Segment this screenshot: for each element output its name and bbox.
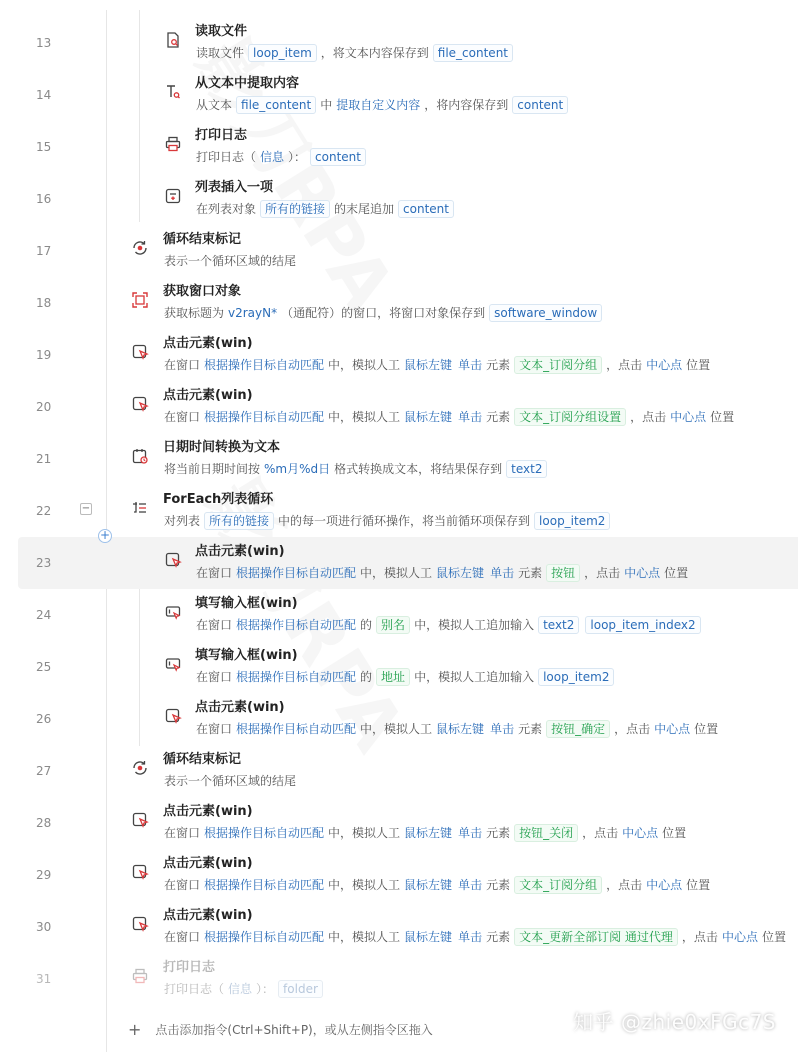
command-row[interactable] (0, 641, 798, 693)
param-link[interactable]: 鼠标左键 (404, 929, 453, 944)
command-description (163, 978, 326, 999)
command-title: 列表插入一项 (195, 180, 274, 195)
variable-tag[interactable]: file_content (236, 96, 316, 114)
command-row[interactable] (0, 745, 798, 797)
param-link[interactable]: 根据操作目标自动匹配 (236, 669, 357, 684)
command-title: 填写输入框(win) (195, 648, 298, 663)
command-title: 日期时间转换为文本 (163, 440, 281, 455)
param-link[interactable]: 中心点 (646, 357, 683, 372)
insert-step-button[interactable]: + (99, 528, 111, 542)
description-text: 在窗口 (164, 929, 201, 944)
description-text: ，点击 (606, 877, 643, 892)
command-description (163, 458, 550, 479)
param-link[interactable]: 中心点 (622, 825, 659, 840)
element-tag[interactable]: 文本_订阅分组设置 (514, 408, 626, 426)
variable-tag[interactable]: file_content (433, 44, 513, 62)
collapse-toggle-button[interactable]: − (81, 503, 91, 514)
description-text: 位置 (694, 721, 719, 736)
description-text: 元素 (486, 357, 511, 372)
command-description (163, 302, 605, 323)
description-text: 在窗口 (196, 565, 233, 580)
description-text: ，点击 (582, 825, 619, 840)
description-text: 元素 (486, 877, 511, 892)
line-number: 31 (36, 972, 52, 986)
param-link[interactable]: 信息 (260, 149, 285, 164)
param-link[interactable]: 提取自定义内容 (336, 97, 421, 112)
foreach-icon (131, 499, 149, 517)
plus-icon: + (128, 1020, 142, 1039)
description-text: 的 (360, 617, 373, 632)
line-number: 27 (36, 764, 52, 778)
command-title: 从文本中提取内容 (195, 76, 300, 91)
loop-end-icon (131, 759, 149, 777)
command-title: 点击元素(win) (195, 544, 285, 559)
description-text: 中，模拟人工 (328, 825, 401, 840)
line-number: 26 (36, 712, 52, 726)
line-number: 28 (36, 816, 52, 830)
description-text: 对列表 (164, 513, 201, 528)
param-link[interactable]: 中心点 (670, 409, 707, 424)
param-link[interactable]: 单击 (458, 409, 483, 424)
command-row[interactable] (0, 589, 798, 641)
variable-tag[interactable]: loop_item (248, 44, 317, 62)
command-row[interactable] (0, 953, 798, 1005)
add-command-hint[interactable] (128, 1018, 433, 1042)
param-link[interactable]: 单击 (458, 357, 483, 372)
command-row[interactable] (0, 797, 798, 849)
command-row[interactable] (0, 381, 798, 433)
description-text: 将当前日期时间按 (164, 461, 261, 476)
line-number: 22 (36, 504, 52, 518)
command-description (195, 614, 704, 635)
param-link[interactable]: 鼠标左键 (404, 357, 453, 372)
description-text: 中 (320, 97, 333, 112)
click-element-icon (164, 707, 182, 725)
command-description (163, 406, 735, 427)
description-text: 元素 (486, 825, 511, 840)
command-row[interactable] (0, 329, 798, 381)
variable-tag[interactable]: text2 (538, 616, 579, 634)
line-number: 25 (36, 660, 52, 674)
command-title: 获取窗口对象 (163, 284, 242, 299)
click-element-icon (131, 343, 149, 361)
variable-tag[interactable]: folder (278, 980, 323, 998)
command-description (195, 42, 516, 63)
variable-tag[interactable]: content (512, 96, 568, 114)
param-link[interactable]: 根据操作目标自动匹配 (204, 877, 325, 892)
param-link[interactable]: 根据操作目标自动匹配 (204, 357, 325, 372)
param-link[interactable]: 单击 (490, 565, 515, 580)
description-text: 中，模拟人工 (328, 877, 401, 892)
param-link[interactable]: 鼠标左键 (404, 409, 453, 424)
click-element-icon (131, 395, 149, 413)
command-title: 打印日志 (163, 960, 216, 975)
description-text: ）： (256, 981, 275, 996)
description-text: 打印日志（ (164, 981, 225, 996)
command-row[interactable] (0, 849, 798, 901)
window-object-icon (131, 291, 149, 309)
param-link[interactable]: 中心点 (654, 721, 691, 736)
element-tag[interactable]: 别名 (376, 616, 410, 634)
description-text: 位置 (710, 409, 735, 424)
element-tag[interactable]: 文本_更新全部订阅 通过代理 (514, 928, 678, 946)
description-text: 在窗口 (164, 877, 201, 892)
variable-tag[interactable]: 所有的链接 (204, 512, 274, 530)
param-link[interactable]: 根据操作目标自动匹配 (236, 565, 357, 580)
line-number: 24 (36, 608, 52, 622)
description-text: （通配符）的窗口，将窗口对象保存到 (281, 305, 486, 320)
command-row[interactable] (18, 537, 798, 589)
printer-icon (164, 135, 182, 153)
element-tag[interactable]: 文本_订阅分组 (514, 356, 602, 374)
param-link[interactable]: 中心点 (721, 929, 758, 944)
line-number: 17 (36, 244, 52, 258)
command-title: 点击元素(win) (195, 700, 285, 715)
param-link[interactable]: 根据操作目标自动匹配 (204, 409, 325, 424)
click-element-icon (131, 811, 149, 829)
description-text: 元素 (518, 721, 543, 736)
add-command-label: 点击添加指令(Ctrl+Shift+P)，或从左侧指令区拖入 (155, 1023, 433, 1037)
description-text: ，将内容保存到 (424, 97, 509, 112)
source-watermark: 知乎 @zhie0xFGc7S (573, 1010, 776, 1034)
param-link[interactable]: 单击 (458, 929, 483, 944)
description-text: 中，模拟人工 (328, 929, 401, 944)
description-text: 在窗口 (164, 409, 201, 424)
command-row[interactable] (0, 277, 798, 329)
loop-end-icon (131, 239, 149, 257)
line-number: 15 (36, 140, 52, 154)
description-text: ，点击 (614, 721, 651, 736)
command-description (163, 822, 687, 843)
command-title: 循环结束标记 (163, 232, 242, 247)
command-title: ForEach列表循环 (163, 492, 274, 507)
line-number: 13 (36, 36, 52, 50)
param-link[interactable]: 根据操作目标自动匹配 (204, 825, 325, 840)
description-text: 中，模拟人工 (328, 357, 401, 372)
line-number: 19 (36, 348, 52, 362)
description-text: 中，模拟人工追加输入 (414, 617, 535, 632)
description-text: 表示一个循环区域的结尾 (164, 253, 297, 268)
param-link[interactable]: 中心点 (646, 877, 683, 892)
description-text: 的末尾追加 (334, 201, 395, 216)
param-link[interactable]: 单击 (490, 721, 515, 736)
line-number: 29 (36, 868, 52, 882)
command-title: 点击元素(win) (163, 908, 253, 923)
param-link[interactable]: 单击 (458, 825, 483, 840)
description-text: 在列表对象 (196, 201, 257, 216)
click-element-icon (131, 863, 149, 881)
variable-tag[interactable]: text2 (506, 460, 547, 478)
element-tag[interactable]: 按钮_确定 (546, 720, 610, 738)
variable-tag[interactable]: software_window (489, 304, 602, 322)
param-link[interactable]: 鼠标左键 (436, 721, 485, 736)
command-title: 点击元素(win) (163, 336, 253, 351)
command-row[interactable] (0, 121, 798, 173)
description-text: ）： (288, 149, 307, 164)
param-link[interactable]: 单击 (458, 877, 483, 892)
description-text: 位置 (662, 825, 687, 840)
list-insert-icon (164, 187, 182, 205)
command-row[interactable] (0, 901, 798, 953)
command-title: 打印日志 (195, 128, 248, 143)
description-text: 在窗口 (196, 617, 233, 632)
description-text: 中，模拟人工 (328, 409, 401, 424)
element-tag[interactable]: 按钮 (546, 564, 580, 582)
description-text: 元素 (486, 409, 511, 424)
click-element-icon (131, 915, 149, 933)
line-number: 21 (36, 452, 52, 466)
description-text: 位置 (686, 357, 711, 372)
description-text: 中，模拟人工 (360, 721, 433, 736)
line-number: 23 (36, 556, 52, 570)
param-link[interactable]: 根据操作目标自动匹配 (236, 721, 357, 736)
input-field-icon (164, 655, 182, 673)
click-element-icon (164, 551, 182, 569)
element-tag[interactable]: 按钮_关闭 (514, 824, 578, 842)
description-text: 在窗口 (196, 669, 233, 684)
description-text: 元素 (486, 929, 511, 944)
description-text: 中，模拟人工 (360, 565, 433, 580)
line-number: 16 (36, 192, 52, 206)
command-description (163, 874, 711, 895)
command-row[interactable] (0, 693, 798, 745)
description-text: 位置 (686, 877, 711, 892)
description-text: 获取标题为 (164, 305, 225, 320)
description-text: ，点击 (681, 929, 718, 944)
element-tag[interactable]: 文本_订阅分组 (514, 876, 602, 894)
description-text: ，将文本内容保存到 (320, 45, 429, 60)
description-text: 表示一个循环区域的结尾 (164, 773, 297, 788)
command-title: 读取文件 (195, 24, 248, 39)
command-description (163, 510, 613, 531)
command-description (195, 562, 689, 583)
command-description (163, 354, 711, 375)
param-link[interactable]: 信息 (228, 981, 253, 996)
param-link[interactable]: v2rayN* (228, 305, 278, 320)
command-description (195, 198, 457, 219)
command-description (195, 718, 719, 739)
line-number: 18 (36, 296, 52, 310)
description-text: 格式转换成文本，将结果保存到 (334, 461, 503, 476)
command-description (163, 770, 297, 791)
command-title: 循环结束标记 (163, 752, 242, 767)
description-text: 位置 (664, 565, 689, 580)
description-text: 在窗口 (164, 357, 201, 372)
param-link[interactable]: 鼠标左键 (404, 825, 453, 840)
param-link[interactable]: 中心点 (624, 565, 661, 580)
command-description (195, 146, 369, 167)
command-description (195, 666, 617, 687)
command-row[interactable] (0, 433, 798, 485)
command-row[interactable] (0, 485, 798, 537)
command-title: 点击元素(win) (163, 856, 253, 871)
extract-text-icon (164, 83, 182, 101)
description-text: 在窗口 (196, 721, 233, 736)
datetime-icon (131, 447, 149, 465)
description-text: 在窗口 (164, 825, 201, 840)
command-row[interactable] (0, 173, 798, 225)
description-text: 中，模拟人工追加输入 (414, 669, 535, 684)
line-number: 14 (36, 88, 52, 102)
variable-tag[interactable]: loop_item2 (534, 512, 610, 530)
description-text: 元素 (518, 565, 543, 580)
param-link[interactable]: 鼠标左键 (404, 877, 453, 892)
description-text: ，点击 (584, 565, 621, 580)
element-tag[interactable]: 地址 (376, 668, 410, 686)
printer-icon (131, 967, 149, 985)
param-link[interactable]: 鼠标左键 (436, 565, 485, 580)
param-link[interactable]: 根据操作目标自动匹配 (236, 617, 357, 632)
command-row[interactable] (0, 17, 798, 69)
command-title: 填写输入框(win) (195, 596, 298, 611)
command-title: 点击元素(win) (163, 388, 253, 403)
description-text: 位置 (761, 929, 786, 944)
param-link[interactable]: %m月%d日 (264, 461, 331, 476)
variable-tag[interactable]: content (310, 148, 366, 166)
read-file-icon (164, 31, 182, 49)
variable-tag[interactable]: loop_item_index2 (585, 616, 700, 634)
description-text: 打印日志（ (196, 149, 257, 164)
command-description (195, 94, 571, 115)
description-text: 从文本 (196, 97, 233, 112)
variable-tag[interactable]: 所有的链接 (260, 200, 330, 218)
description-text: 中的每一项进行循环操作，将当前循环项保存到 (278, 513, 531, 528)
description-text: 读取文件 (196, 45, 245, 60)
command-description (163, 926, 787, 947)
variable-tag[interactable]: loop_item2 (538, 668, 614, 686)
line-number: 30 (36, 920, 52, 934)
command-row[interactable] (0, 225, 798, 277)
input-field-icon (164, 603, 182, 621)
param-link[interactable]: 根据操作目标自动匹配 (204, 929, 325, 944)
description-text: ，点击 (630, 409, 667, 424)
line-number: 20 (36, 400, 52, 414)
command-row[interactable] (0, 69, 798, 121)
command-description (163, 250, 297, 271)
command-title: 点击元素(win) (163, 804, 253, 819)
variable-tag[interactable]: content (398, 200, 454, 218)
description-text: 的 (360, 669, 373, 684)
description-text: ，点击 (606, 357, 643, 372)
